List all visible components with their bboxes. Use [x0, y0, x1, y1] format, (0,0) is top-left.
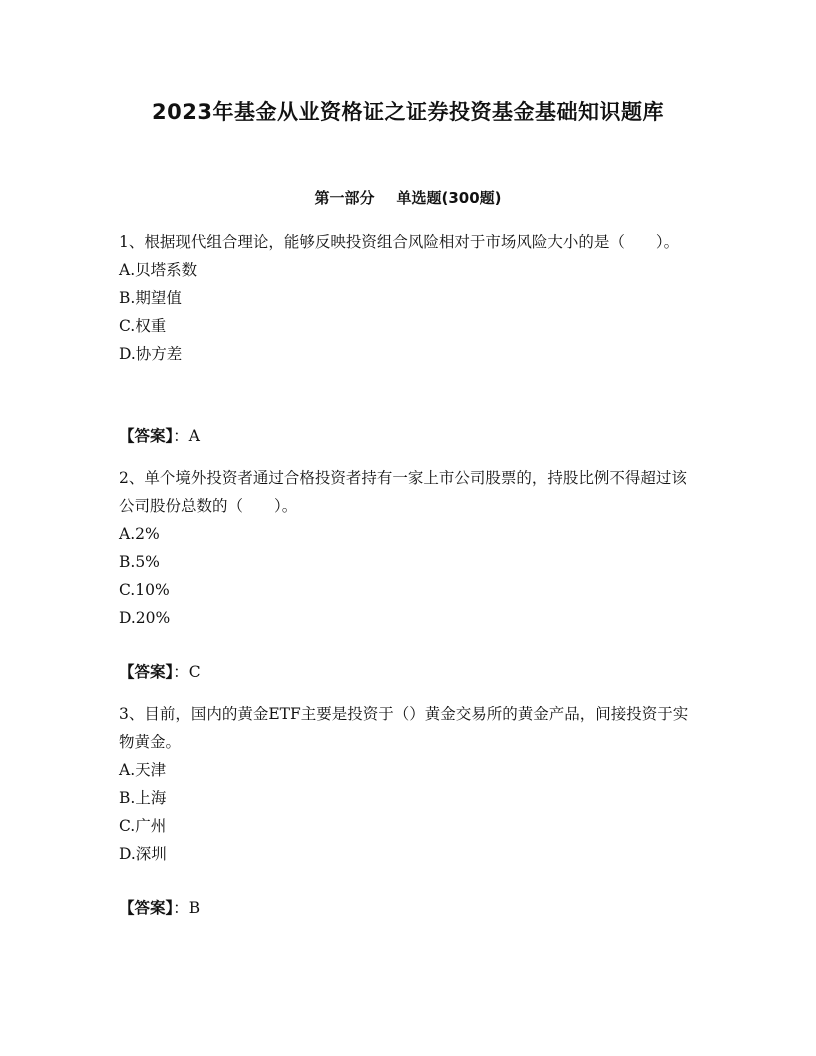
question-3	[119, 700, 699, 868]
answer-value: B	[188, 899, 201, 917]
option-a: A.2%	[119, 525, 160, 543]
question-stem: 3、目前，国内的黄金ETF主要是投资于（）黄金交易所的黄金产品，间接投资于实物黄金。	[119, 705, 689, 751]
option-a: A.天津	[119, 761, 167, 779]
question-stem: 1、根据现代组合理论，能够反映投资组合风险相对于市场风险大小的是（ ）。	[119, 233, 680, 251]
answer-separator: ：	[173, 899, 189, 917]
option-c: C.10%	[119, 581, 170, 599]
section-type: 单选题(300题)	[396, 189, 502, 207]
answer-2	[119, 658, 201, 686]
question-stem: 2、单个境外投资者通过合格投资者持有一家上市公司股票的，持股比例不得超过该公司股份总数的（ ）。	[119, 469, 687, 515]
answer-separator: ：	[173, 427, 189, 445]
answer-value: C	[188, 663, 201, 681]
option-b: B.期望值	[119, 289, 182, 307]
option-c: C.广州	[119, 817, 167, 835]
section-part: 第一部分	[314, 189, 375, 207]
option-d: D.协方差	[119, 345, 183, 363]
question-1	[119, 228, 699, 368]
option-b: B.上海	[119, 789, 167, 807]
answer-label: 【答案】	[119, 899, 174, 917]
option-d: D.20%	[119, 609, 171, 627]
answer-3	[119, 894, 200, 922]
answer-1	[119, 422, 200, 450]
option-d: D.深圳	[119, 845, 167, 863]
document-title: 2023年基金从业资格证之证券投资基金基础知识题库	[152, 100, 664, 124]
option-c: C.权重	[119, 317, 167, 335]
question-2	[119, 464, 699, 632]
section-heading	[0, 186, 816, 210]
answer-separator: ：	[173, 663, 189, 681]
option-a: A.贝塔系数	[119, 261, 198, 279]
option-b: B.5%	[119, 553, 160, 571]
answer-value: A	[188, 427, 200, 445]
answer-label: 【答案】	[119, 427, 174, 445]
answer-label: 【答案】	[119, 663, 174, 681]
